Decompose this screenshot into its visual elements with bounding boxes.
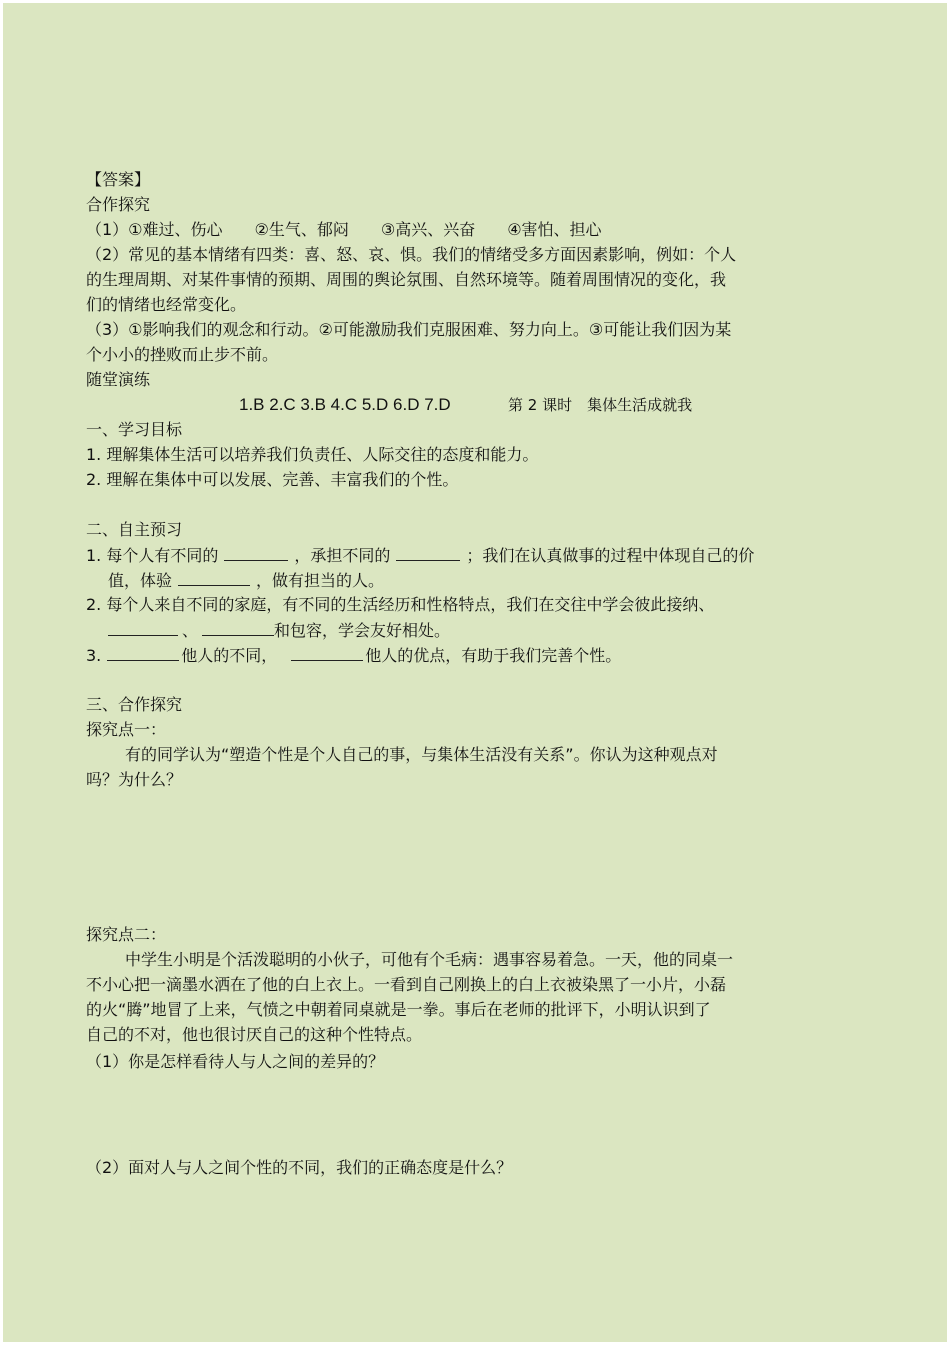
- q1-text-c: ；我们在认真做事的过程中体现自己的价: [466, 546, 755, 565]
- q3-text-a: 3.: [86, 646, 102, 665]
- question-2-line-2: [108, 620, 450, 641]
- answer-3-line-2: 个小小的挫败而止步不前。: [86, 345, 279, 364]
- practice-answers: 1.B 2.C 3.B 4.C 5.D 6.D 7.D: [239, 395, 451, 414]
- inquiry-point-2-line-2: 不小心把一滴墨水洒在了他的白上衣上。一看到自己刚换上的白上衣被染黑了一小片，小磊: [86, 975, 727, 994]
- answer-header: 【答案】: [86, 170, 151, 189]
- goal-2: 2. 理解在集体中可以发展、完善、丰富我们的个性。: [86, 470, 459, 489]
- q3-text-c: 他人的优点，有助于我们完善个性。: [365, 646, 622, 665]
- practice-title: 随堂演练: [86, 370, 151, 389]
- fill-blank[interactable]: [396, 545, 460, 561]
- question-2-line-1: 2. 每个人来自不同的家庭，有不同的生活经历和性格特点，我们在交往中学会彼此接纳、: [86, 595, 715, 614]
- question-3: [86, 645, 621, 666]
- section-2-title: 二、自主预习: [86, 520, 183, 539]
- fill-blank[interactable]: [107, 645, 179, 661]
- section-3-title: 三、合作探究: [86, 695, 183, 714]
- answer-2-line-1: （2）常见的基本情绪有四类：喜、怒、哀、惧。我们的情绪受多方面因素影响，例如：个人: [86, 245, 737, 264]
- inquiry-point-2-title: 探究点二：: [86, 925, 167, 944]
- q1-text-a: 1. 每个人有不同的: [86, 546, 219, 565]
- q1-text-b: ，承担不同的: [294, 546, 391, 565]
- lesson-title: 第 2 课时 集体生活成就我: [508, 396, 693, 414]
- document-page: [3, 3, 947, 1342]
- fill-blank[interactable]: [224, 545, 288, 561]
- inquiry-point-2-question-2: （2）面对人与人之间个性的不同，我们的正确态度是什么？: [86, 1158, 513, 1177]
- inquiry-point-2-question-1: （1）你是怎样看待人与人之间的差异的？: [86, 1052, 385, 1071]
- answer-1: （1）①难过、伤心 ②生气、郁闷 ③高兴、兴奋 ④害怕、担心: [86, 220, 602, 239]
- coop-title: 合作探究: [86, 195, 151, 214]
- goal-1: 1. 理解集体生活可以培养我们负责任、人际交往的态度和能力。: [86, 445, 539, 464]
- section-1-title: 一、学习目标: [86, 420, 183, 439]
- inquiry-point-1-line-2: 吗？为什么？: [86, 770, 183, 789]
- fill-blank[interactable]: [202, 620, 274, 636]
- q1-text-d: 值，体验: [108, 571, 173, 590]
- question-1-line-1: [86, 545, 754, 566]
- fill-blank[interactable]: [108, 620, 178, 636]
- q3-text-b: 他人的不同，: [181, 646, 278, 665]
- answer-3-line-1: （3）①影响我们的观念和行动。②可能激励我们克服困难、努力向上。③可能让我们因为某: [86, 320, 732, 339]
- fill-blank[interactable]: [291, 645, 363, 661]
- answer-2-line-2: 的生理周期、对某件事情的预期、周围的舆论氛围、自然环境等。随着周围情况的变化，我: [86, 270, 727, 289]
- answer-2-line-3: 们的情绪也经常变化。: [86, 295, 247, 314]
- fill-blank[interactable]: [178, 570, 250, 586]
- inquiry-point-2-line-4: 自己的不对，他也很讨厌自己的这种个性特点。: [86, 1025, 423, 1044]
- question-1-line-2: [108, 570, 384, 591]
- inquiry-point-1-line-1: 有的同学认为“塑造个性是个人自己的事，与集体生活没有关系”。你认为这种观点对: [125, 745, 718, 764]
- inquiry-point-2-line-3: 的火“腾”地冒了上来，气愤之中朝着同桌就是一拳。事后在老师的批评下，小明认识到了: [86, 1000, 711, 1019]
- inquiry-point-1-title: 探究点一：: [86, 720, 167, 739]
- q1-text-e: ，做有担当的人。: [256, 571, 385, 590]
- q2-text-b: 、: [182, 621, 199, 640]
- q2-text-c: 和包容，学会友好相处。: [274, 621, 451, 640]
- inquiry-point-2-line-1: 中学生小明是个活泼聪明的小伙子，可他有个毛病：遇事容易着急。一天，他的同桌一: [125, 950, 734, 969]
